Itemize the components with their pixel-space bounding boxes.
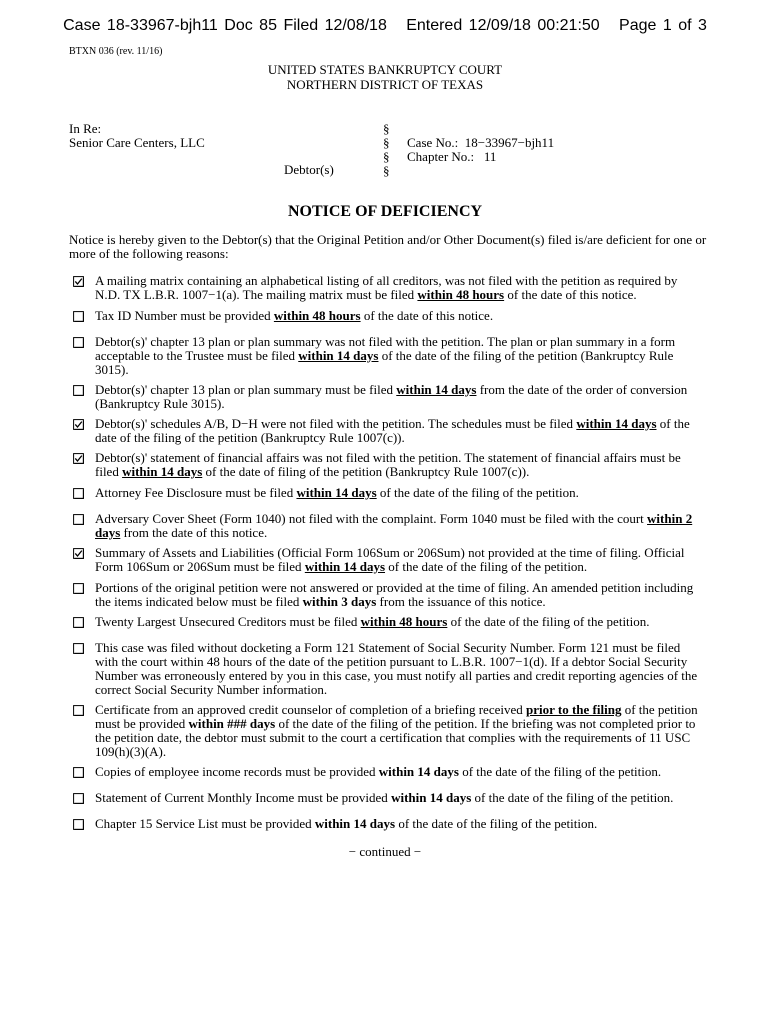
in-re-label: In Re:: [69, 121, 102, 136]
ecf-header-banner: [0, 17, 770, 35]
checkbox-checked-icon[interactable]: [73, 419, 84, 430]
debtor-label: Debtor(s): [284, 162, 334, 177]
deficiency-text: [95, 791, 705, 805]
deficiency-text-part: of the date of the filing of the petition.: [458, 764, 662, 779]
deficiency-item: [69, 615, 705, 629]
chapter-label: Chapter No.:: [407, 149, 475, 164]
deficiency-text-part: from the date of this notice.: [120, 525, 268, 540]
deficiency-text-part: of the date of this notice.: [504, 287, 637, 302]
deficiency-item: [69, 274, 705, 302]
deficiency-item: [69, 641, 705, 697]
deficiency-text: [95, 615, 705, 629]
section-mark: §: [383, 121, 390, 136]
deficiency-text-part: of the date of the filing of the petition (Bankruptcy Rule 3015).: [95, 348, 674, 377]
deficiency-item: [69, 417, 705, 445]
debtor-name: Senior Care Centers, LLC: [69, 135, 205, 150]
deficiency-item: [69, 335, 705, 377]
checkbox-empty-icon[interactable]: [73, 385, 84, 396]
deficiency-text-part: of the date of the filing of the petition. If the briefing was not completed prior to the petition date, the debtor must submit to the court a certification that complies with the requirements of 11 USC 109(h)(3)(A).: [95, 716, 696, 759]
deadline-emphasis: within 2 days: [95, 511, 693, 540]
deficiency-text-part: of the date of filing of the petition (Bankruptcy Rule 1007(c)).: [202, 464, 530, 479]
deficiency-text: [95, 383, 705, 411]
deficiency-item: [69, 451, 705, 479]
deficiency-item: [69, 512, 705, 540]
deficiency-text-part: of the date of the filing of the petition.: [376, 485, 579, 500]
deadline-emphasis: within 14 days: [378, 764, 459, 779]
deadline-emphasis: within ### days: [188, 716, 276, 731]
deficiency-text: [95, 512, 705, 540]
deficiency-item: [69, 791, 705, 805]
deadline-emphasis: within 14 days: [296, 485, 377, 500]
deficiency-text-part: Chapter 15 Service List must be provided: [95, 816, 315, 831]
deficiency-item: [69, 546, 705, 574]
deficiency-text-part: Summary of Assets and Liabilities (Official Form 106Sum or 206Sum) not provided at the time of filing. Official Form 106Sum or 206Sum must be filed: [95, 545, 685, 574]
deficiency-text-part: Statement of Current Monthly Income must be provided: [95, 790, 392, 805]
deficiency-text-part: of the date of the filing of the petition.: [395, 816, 598, 831]
page-indicator: Page 1 of 3: [619, 17, 707, 34]
deficiency-text-part: of the date of the filing of the petition.: [447, 614, 650, 629]
checkbox-checked-icon[interactable]: [73, 276, 84, 287]
deadline-emphasis: within 14 days: [314, 816, 396, 831]
entered-date: Entered 12/09/18 00:21:50: [406, 17, 600, 34]
deficiency-text: [95, 546, 705, 574]
checkbox-empty-icon[interactable]: [73, 514, 84, 525]
court-district: NORTHERN DISTRICT OF TEXAS: [286, 77, 484, 92]
checkbox-empty-icon[interactable]: [73, 643, 84, 654]
deficiency-text-part: This case was filed without docketing a Form 121 Statement of Social Security Number. Form 121 must be filed with the court within 48 hours of the date of the petition pursuant to L.B.R. 1007−1(d). If a debtor Social Security Number was erroneously entered by you in this case, you must notify all parties and credit reporting agencies of the correct Social Security Number information.: [95, 640, 698, 697]
deadline-emphasis: within 14 days: [576, 416, 657, 431]
deficiency-text-part: Debtor(s)' chapter 13 plan or plan summary must be filed: [95, 382, 397, 397]
deficiency-text-part: Copies of employee income records must be provided: [95, 764, 379, 779]
deficiency-text: [95, 581, 705, 609]
checkbox-empty-icon[interactable]: [73, 337, 84, 348]
deadline-emphasis: within 48 hours: [360, 614, 448, 629]
deficiency-text-part: Portions of the original petition were not answered or provided at the time of filing. An amended petition including the items indicated below must be filed: [95, 580, 694, 609]
deadline-emphasis: within 3 days: [302, 594, 377, 609]
deficiency-text-part: A mailing matrix containing an alphabetical listing of all creditors, was not filed with the petition as required by N.D. TX L.B.R. 1007−1(a). The mailing matrix must be filed: [95, 273, 678, 302]
checkbox-empty-icon[interactable]: [73, 767, 84, 778]
deficiency-item: [69, 765, 705, 779]
deadline-emphasis: prior to the filing: [526, 702, 622, 717]
deficiency-text-part: Twenty Largest Unsecured Creditors must be filed: [95, 614, 361, 629]
deficiency-item: [69, 383, 705, 411]
deadline-emphasis: within 14 days: [122, 464, 203, 479]
deficiency-text: [95, 486, 705, 500]
section-mark: §: [383, 135, 390, 150]
deficiency-item: [69, 703, 705, 759]
deficiency-item: [69, 581, 705, 609]
deficiency-text-part: from the issuance of this notice.: [376, 594, 546, 609]
deficiency-text: [95, 274, 705, 302]
deficiency-text: [95, 817, 705, 831]
case-reference: Case 18-33967-bjh11: [63, 17, 218, 34]
deficiency-text-part: of the date of this notice.: [360, 308, 494, 323]
intro-paragraph: Notice is hereby given to the Debtor(s) that the Original Petition and/or Other Document(s) filed is/are deficient for one or more of the following reasons:: [69, 232, 707, 261]
deficiency-text-part: from the date of the order of conversion (Bankruptcy Rule 3015).: [95, 382, 688, 411]
deficiency-text: [95, 335, 705, 377]
deadline-emphasis: within 14 days: [298, 348, 379, 363]
deficiency-item: [69, 817, 705, 831]
deficiency-text: [95, 765, 705, 779]
deficiency-text: [95, 641, 705, 697]
deficiency-text: [95, 309, 705, 323]
chapter-line: [407, 149, 496, 165]
form-identifier: BTXN 036 (rev. 11/16): [69, 46, 163, 57]
case-number: 18−33967−bjh11: [464, 135, 555, 150]
deficiency-text-part: Debtor(s)' chapter 13 plan or plan summary was not filed with the petition. The plan or plan summary in a form acceptable to the Trustee must be filed: [95, 334, 676, 363]
chapter-number: 11: [483, 149, 497, 164]
deadline-emphasis: within 14 days: [391, 790, 472, 805]
section-mark: §: [383, 149, 390, 164]
notice-title: NOTICE OF DEFICIENCY: [287, 203, 483, 220]
deficiency-text-part: Adversary Cover Sheet (Form 1040) not filed with the complaint. Form 1040 must be filed with the court: [95, 511, 648, 526]
checkbox-empty-icon[interactable]: [73, 793, 84, 804]
section-mark: §: [383, 163, 390, 178]
deficiency-text-part: of the date of the filing of the petition.: [385, 559, 588, 574]
checkbox-empty-icon[interactable]: [73, 583, 84, 594]
deadline-emphasis: within 48 hours: [417, 287, 505, 302]
deficiency-text-part: Debtor(s)' schedules A/B, D−H were not filed with the petition. The schedules must be filed: [95, 416, 577, 431]
case-number-label: Case No.:: [407, 135, 459, 150]
deficiency-text-part: of the date of the filing of the petition.: [471, 790, 674, 805]
deficiency-text-part: of the date of the filing of the petition (Bankruptcy Rule 1007(c)).: [95, 416, 690, 445]
continued-marker: − continued −: [348, 844, 422, 859]
checkbox-empty-icon[interactable]: [73, 617, 84, 628]
deficiency-text-part: Tax ID Number must be provided: [95, 308, 274, 323]
deficiency-item: [69, 486, 705, 500]
checkbox-empty-icon[interactable]: [73, 705, 84, 716]
deficiency-text: [95, 703, 705, 759]
deficiency-text-part: of the petition must be provided: [95, 702, 698, 731]
checkbox-empty-icon[interactable]: [73, 488, 84, 499]
court-name: UNITED STATES BANKRUPTCY COURT: [267, 62, 503, 77]
deadline-emphasis: within 14 days: [304, 559, 386, 574]
deficiency-text-part: Attorney Fee Disclosure must be filed: [95, 485, 297, 500]
checkbox-empty-icon[interactable]: [73, 311, 84, 322]
deadline-emphasis: within 14 days: [396, 382, 477, 397]
deficiency-text: [95, 451, 705, 479]
deficiency-text-part: Certificate from an approved credit counselor of completion of a briefing received: [95, 702, 526, 717]
deficiency-item: [69, 309, 705, 323]
deficiency-text-part: Debtor(s)' statement of financial affairs was not filed with the petition. The statement of financial affairs must be filed: [95, 450, 681, 479]
deficiency-text: [95, 417, 705, 445]
checkbox-empty-icon[interactable]: [73, 819, 84, 830]
checkbox-checked-icon[interactable]: [73, 453, 84, 464]
deadline-emphasis: within 48 hours: [273, 308, 361, 323]
document-number: Doc 85: [224, 17, 277, 34]
checkbox-checked-icon[interactable]: [73, 548, 84, 559]
filed-date: Filed 12/08/18: [283, 17, 387, 34]
